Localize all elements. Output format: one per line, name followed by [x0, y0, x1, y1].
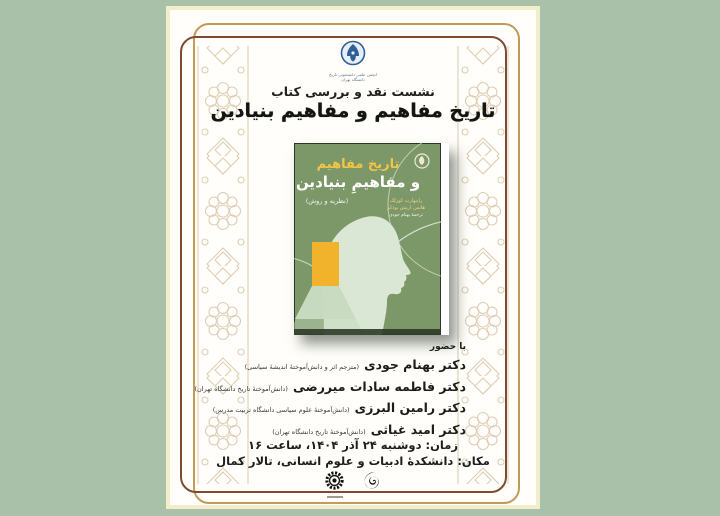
organizer-logos	[170, 470, 536, 498]
event-poster	[166, 6, 540, 509]
time-line: زمان: دوشنبه ۲۴ آذر ۱۴۰۴، ساعت ۱۶	[248, 438, 458, 452]
event-title: تاریخ مفاهیم و مفاهیم بنیادین	[210, 100, 496, 122]
book-title-line2: و مفاهیمِ بنیادین	[295, 173, 421, 191]
speaker-desc: (مترجم اثر و دانش‌آموختهٔ اندیشهٔ سیاسی)	[244, 363, 360, 371]
book-cover-art	[294, 143, 441, 335]
gear-logo-caption	[327, 496, 343, 498]
speaker-name: دکتر رامین البرزی	[354, 400, 466, 415]
gear-logo-icon	[324, 470, 345, 491]
event-details	[170, 438, 536, 469]
book-subtitle: (نظریه و روش)	[305, 197, 349, 205]
speaker-name: دکتر امید غیاثی	[370, 421, 466, 437]
book-author-line2: هانس اریش بودکر	[386, 205, 426, 211]
speaker-desc: (دانش‌آموختهٔ تاریخ دانشگاه تهران)	[194, 384, 288, 393]
logo-caption-line1: انجمن علمی دانشجویی تاریخ	[329, 72, 377, 77]
speaker-row	[195, 377, 467, 399]
speaker-name: دکتر فاطمه سادات میررضی	[292, 378, 466, 394]
speakers-heading: با حضور	[429, 342, 466, 352]
book-cover	[294, 143, 449, 335]
logo-caption	[170, 72, 536, 82]
book-author-line1: راینهارت کوزلک	[389, 198, 423, 204]
speaker-name: دکتر بهنام جودی	[364, 357, 466, 372]
speaker-desc: (دانش‌آموختهٔ علوم سیاسی دانشگاه تربیت مدرس)	[212, 406, 350, 414]
event-kicker: نشست نقد و بررسی کتاب	[271, 84, 435, 99]
university-logo-icon	[340, 40, 366, 66]
swirl-logo-icon	[361, 470, 382, 491]
speaker-row	[195, 355, 467, 377]
logo-caption-line2: دانشگاه تهران	[341, 77, 365, 82]
book-title-line1: تاریخ مفاهیم	[316, 157, 400, 172]
speakers-list	[195, 342, 467, 441]
place-line: مکان: دانشکدهٔ ادبیات و علوم انسانی، تالار کمال	[216, 453, 490, 468]
speaker-row	[195, 398, 467, 420]
speaker-desc: (دانش‌آموختهٔ تاریخ دانشگاه تهران)	[272, 427, 366, 436]
book-translator-line: ترجمهٔ بهنام جودی	[389, 213, 423, 218]
door-icon	[312, 242, 339, 286]
